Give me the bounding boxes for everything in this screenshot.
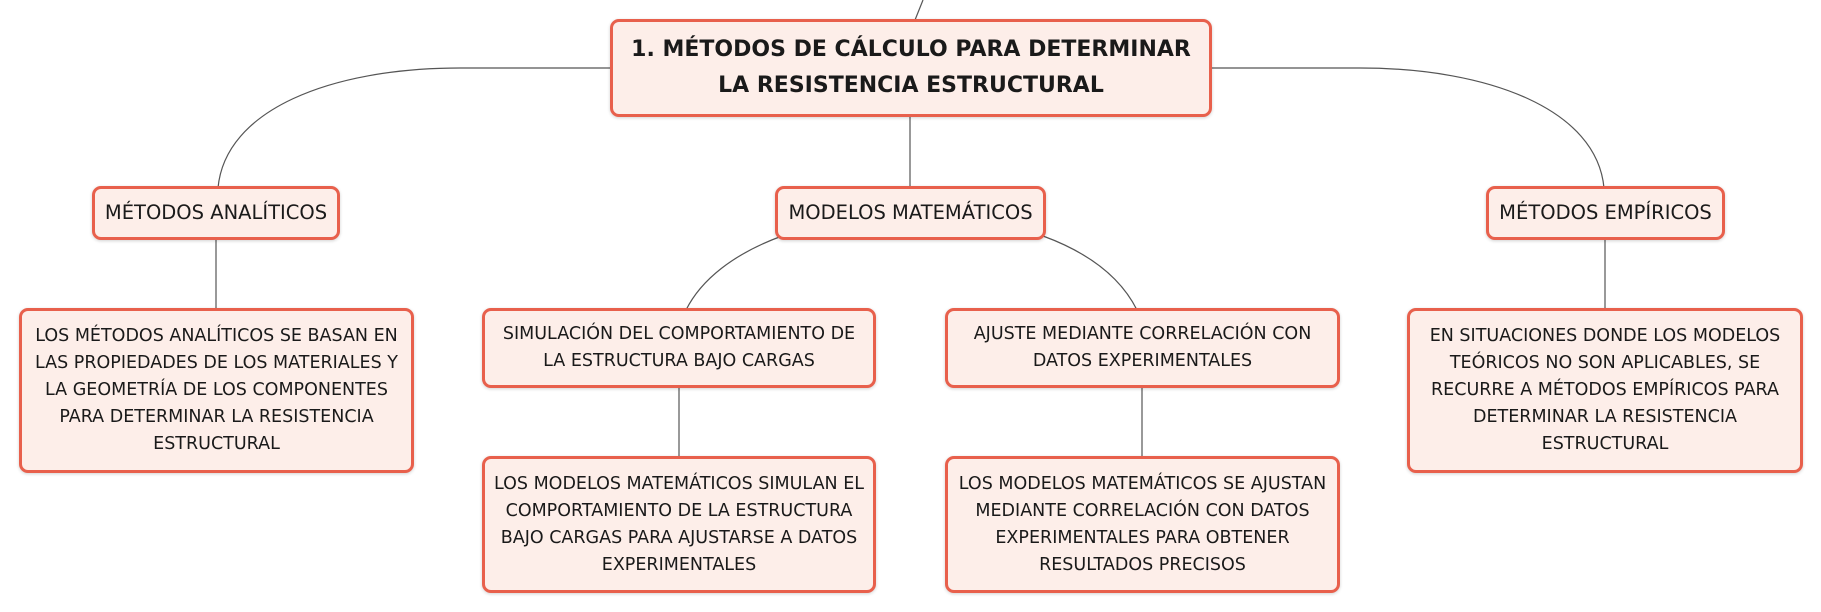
connector-parent-to-root: [915, 0, 923, 20]
detail-ajuste[interactable]: [945, 456, 1340, 593]
topic-metodos-analiticos[interactable]: [92, 186, 340, 240]
connector-mathematical-to-adjustment: [1043, 236, 1137, 310]
detail-metodos-analiticos[interactable]: [19, 308, 414, 473]
subtopic-ajuste-label: AJUSTE MEDIANTE CORRELACIÓN CON DATOS EXPERIMENTALES: [973, 324, 1312, 371]
detail-simulacion[interactable]: [482, 456, 876, 593]
detail-ajuste-text: LOS MODELOS MATEMÁTICOS SE AJUSTAN MEDIANTE CORRELACIÓN CON DATOS EXPERIMENTALES PARA OBTENER RESULTADOS PRECISOS: [958, 473, 1327, 575]
connector-mathematical-to-simulation: [686, 236, 782, 310]
subtopic-simulacion[interactable]: [482, 308, 876, 388]
detail-metodos-analiticos-text: LOS MÉTODOS ANALÍTICOS SE BASAN EN LAS PROPIEDADES DE LOS MATERIALES Y LA GEOMETRÍA DE LOS COMPONENTES PARA DETERMINAR LA RESISTENCIA ESTRUCTURAL: [35, 326, 398, 454]
detail-metodos-empiricos-text: EN SITUACIONES DONDE LOS MODELOS TEÓRICOS NO SON APLICABLES, SE RECURRE A MÉTODOS EMPÍRICOS PARA DETERMINAR LA RESISTENCIA ESTRUCTURAL: [1429, 326, 1781, 454]
subtopic-ajuste[interactable]: [945, 308, 1340, 388]
topic-metodos-analiticos-label: MÉTODOS ANALÍTICOS: [104, 201, 328, 224]
topic-metodos-empiricos-label: MÉTODOS EMPÍRICOS: [1499, 201, 1712, 224]
detail-simulacion-text: LOS MODELOS MATEMÁTICOS SIMULAN EL COMPORTAMIENTO DE LA ESTRUCTURA BAJO CARGAS PARA AJUSTARSE A DATOS EXPERIMENTALES: [494, 473, 864, 575]
detail-metodos-empiricos[interactable]: [1407, 308, 1803, 473]
connector-root-to-empirical: [1212, 68, 1604, 188]
connector-root-to-analytical: [218, 68, 610, 188]
subtopic-simulacion-label: SIMULACIÓN DEL COMPORTAMIENTO DE LA ESTRUCTURA BAJO CARGAS: [502, 324, 856, 371]
topic-metodos-empiricos[interactable]: [1486, 186, 1725, 240]
topic-modelos-matematicos[interactable]: [775, 186, 1046, 240]
root-topic[interactable]: [610, 19, 1212, 117]
root-topic-label: 1. MÉTODOS DE CÁLCULO PARA DETERMINAR LA RESISTENCIA ESTRUCTURAL: [631, 37, 1191, 98]
topic-modelos-matematicos-label: MODELOS MATEMÁTICOS: [788, 201, 1033, 224]
